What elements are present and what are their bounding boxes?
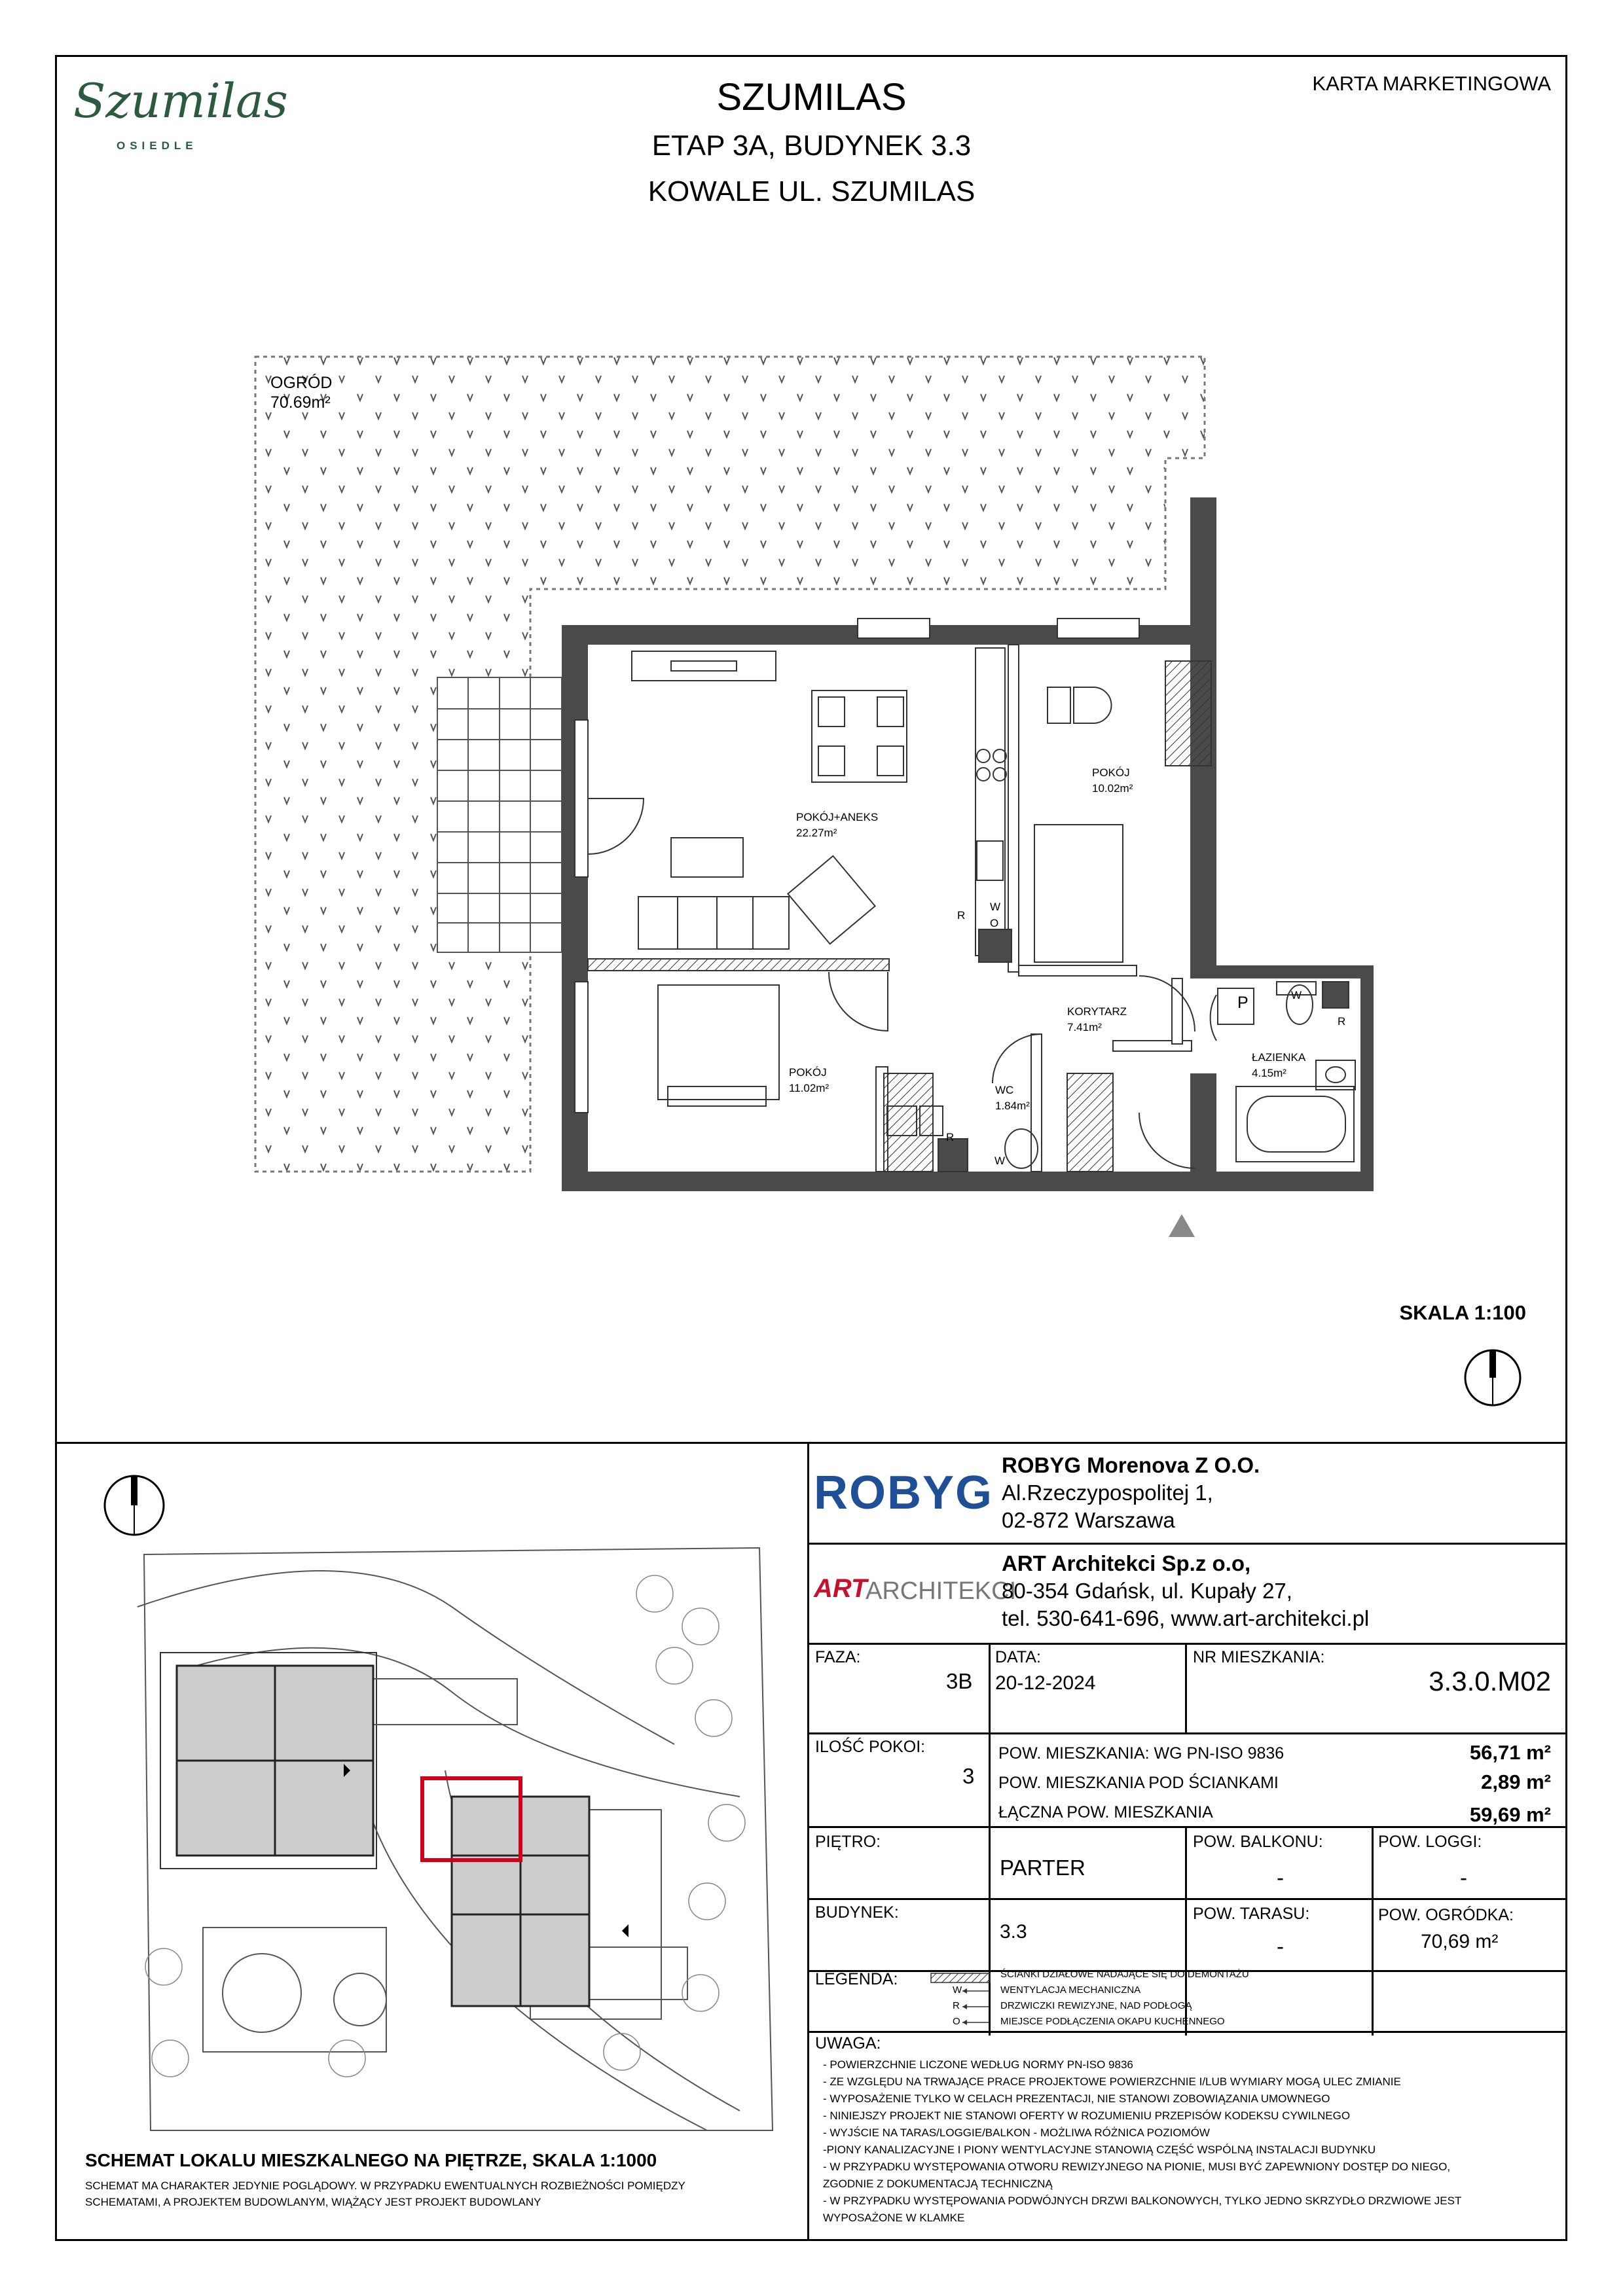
nr-label: NR MIESZKANIA: xyxy=(1193,1648,1325,1666)
faza-label: FAZA: xyxy=(815,1648,861,1666)
uwaga-item: ZGODNIE Z DOKUMENTACJĄ TECHNICZNĄ xyxy=(823,2178,1053,2190)
site-north-arrow-icon xyxy=(105,1476,164,1535)
room-label-pokoj-aneks: POKÓJ+ANEKS xyxy=(796,811,879,823)
ogrodek-value: 70,69 m² xyxy=(1421,1931,1499,1952)
uwaga-item: WYPOSAŻONE W KLAMKE xyxy=(823,2212,965,2224)
project-title: SZUMILAS xyxy=(716,76,907,118)
uwaga-item: - WYJŚCIE NA TARAS/LOGGIE/BALKON - MOŻLIWA RÓŻNICA POZIOMÓW xyxy=(823,2126,1210,2139)
row-divider-3 xyxy=(807,1898,1567,1900)
uwaga-item: - W PRZYPADKU WYSTĘPOWANIA OTWORU REWIZYJNEGO NA PIONIE, MUSI BYĆ ZAPEWNIONY DOSTĘP DO NIEGO, xyxy=(823,2161,1451,2173)
room-area-pokoj-aneks: 22.27m² xyxy=(796,827,837,839)
budynek-label: BUDYNEK: xyxy=(815,1903,899,1922)
loggia-value: - xyxy=(1460,1865,1467,1890)
room-label-lazienka: ŁAZIENKA xyxy=(1252,1051,1306,1064)
row-divider-5 xyxy=(807,2031,1567,2033)
legend-symbols xyxy=(930,1972,995,2031)
taras-label: POW. TARASU: xyxy=(1193,1905,1310,1923)
row-divider-1 xyxy=(807,1732,1567,1734)
site-caption: SCHEMAT LOKALU MIESZKALNEGO NA PIĘTRZE, SKALA 1:1000 xyxy=(85,2150,657,2170)
pow3-value: 59,69 m² xyxy=(1469,1803,1551,1826)
divider-bottom xyxy=(55,1442,1567,1444)
table-col3 xyxy=(1372,1826,1374,2036)
szumilas-logo: Szumilas xyxy=(73,73,288,128)
room-label-pokoj-2: POKÓJ xyxy=(789,1066,827,1079)
investor-address1: Al.Rzeczypospolitej 1, xyxy=(1002,1480,1213,1505)
investor-address2: 02-872 Warszawa xyxy=(1002,1508,1175,1532)
uwaga-item: - NINIEJSZY PROJEKT NIE STANOWI OFERTY W ROZUMIENIU PRZEPISÓW KODEKSU CYWILNEGO xyxy=(823,2109,1351,2122)
entrance-arrow xyxy=(1169,1214,1195,1237)
project-location: KOWALE UL. SZUMILAS xyxy=(647,175,976,207)
architect-address: 80-354 Gdańsk, ul. Kupały 27, xyxy=(1002,1579,1292,1603)
pow2-label: POW. MIESZKANIA POD ŚCIANKAMI xyxy=(998,1774,1279,1792)
room-label-pokoj-1: POKÓJ xyxy=(1092,766,1130,779)
windows xyxy=(575,619,1139,1113)
marker-w-wc: W xyxy=(994,1155,1006,1167)
legend-label: LEGENDA: xyxy=(815,1970,898,1988)
building-left xyxy=(177,1666,373,1856)
uwaga-item: - ZE WZGLĘDU NA TRWAJĄCE PRACE PROJEKTOWE POWIERZCHNIE I/LUB WYMIARY MOGĄ ULEC ZMIANIE xyxy=(823,2075,1401,2088)
uwaga-label: UWAGA: xyxy=(815,2034,881,2053)
robyg-logo: ROBYG xyxy=(814,1467,994,1519)
legend-item: WENTYLACJA MECHANICZNA xyxy=(1000,1984,1141,1996)
marker-r-kitchen: R xyxy=(957,909,966,922)
site-note-line1: SCHEMAT MA CHARAKTER JEDYNIE POGLĄDOWY. W PRZYPADKU EWENTUALNYCH ROZBIEŻNOŚCI POMIĘDZY xyxy=(85,2179,685,2192)
marker-o-kitchen: O xyxy=(990,917,999,929)
art-logo: ART xyxy=(814,1574,867,1603)
pietro-label: PIĘTRO: xyxy=(815,1833,881,1851)
pow1-label: POW. MIESZKANIA: WG PN-ISO 9836 xyxy=(998,1744,1285,1763)
plan-scale: SKALA 1:100 xyxy=(1399,1301,1526,1324)
divider-investor xyxy=(807,1543,1567,1545)
north-arrow-icon xyxy=(1465,1350,1520,1405)
project-subtitle: ETAP 3A, BUDYNEK 3.3 xyxy=(651,130,972,162)
table-col2a xyxy=(1185,1643,1187,1732)
garden-area xyxy=(255,357,1205,1172)
garden-label: OGRÓD xyxy=(270,374,333,392)
architect-contact: tel. 530-641-696, www.art-architekci.pl xyxy=(1002,1606,1370,1630)
doc-type: KARTA MARKETINGOWA xyxy=(1312,72,1551,95)
pow3-label: ŁĄCZNA POW. MIESZKANIA xyxy=(998,1803,1213,1821)
legend-letter-r: R xyxy=(953,2000,960,2011)
row-divider-2 xyxy=(807,1826,1567,1828)
balkon-label: POW. BALKONU: xyxy=(1193,1833,1323,1851)
uwaga-item: - WYPOSAŻENIE TYLKO W CELACH PREZENTACJI, NIE STANOWI ZOBOWIĄZANIA UMOWNEGO xyxy=(823,2092,1330,2105)
data-label: DATA: xyxy=(995,1648,1041,1666)
legend-item: ŚCIANKI DZIAŁOWE NADAJĄCE SIĘ DO DEMONTAŻU xyxy=(1000,1969,1249,1980)
room-label-wc: WC xyxy=(995,1084,1014,1096)
room-area-lazienka: 4.15m² xyxy=(1252,1067,1286,1079)
budynek-value: 3.3 xyxy=(1000,1921,1027,1943)
divider-architect xyxy=(807,1643,1567,1645)
pow2-value: 2,89 m² xyxy=(1481,1770,1551,1793)
room-area-pokoj-1: 10.02m² xyxy=(1092,782,1133,795)
terrace xyxy=(437,677,562,952)
room-area-pokoj-2: 11.02m² xyxy=(789,1082,830,1094)
room-label-korytarz: KORYTARZ xyxy=(1067,1005,1127,1018)
legend-item: DRZWICZKI REWIZYJNE, NAD PODŁOGĄ xyxy=(1000,2000,1192,2011)
nr-value: 3.3.0.M02 xyxy=(1429,1666,1551,1696)
marker-w-kitchen: W xyxy=(990,901,1001,913)
loggia-label: POW. LOGGI: xyxy=(1378,1833,1482,1851)
room-area-korytarz: 7.41m² xyxy=(1067,1021,1102,1033)
uwaga-item: -PIONY KANALIZACYJNE I PIONY WENTYLACYJNE STANOWIĄ CZĘŚĆ WSPÓLNĄ INSTALACJI BUDYNKU xyxy=(823,2144,1376,2156)
uwaga-item: - W PRZYPADKU WYSTĘPOWANIA PODWÓJNYCH DRZWI BALKONOWYCH, TYLKO JEDNO SKRZYDŁO DRZWIOWE JEST xyxy=(823,2195,1462,2207)
legend-item: MIEJSCE PODŁĄCZENIA OKAPU KUCHENNEGO xyxy=(1000,2016,1225,2027)
site-note-line2: SCHEMATAMI, A PROJEKTEM BUDOWLANYM, WIĄŻĄCY JEST PROJEKT BUDOWLANY xyxy=(85,2196,541,2208)
marker-w-bath: W xyxy=(1291,989,1302,1001)
faza-value: 3B xyxy=(946,1669,973,1693)
room-area-wc: 1.84m² xyxy=(995,1100,1030,1112)
data-value: 20-12-2024 xyxy=(995,1672,1096,1694)
pokoi-label: ILOŚĆ POKOI: xyxy=(815,1738,926,1756)
art-logo-rest: ARCHITEKCI xyxy=(866,1577,1017,1605)
balkon-value: - xyxy=(1277,1865,1284,1890)
ogrodek-label: POW. OGRÓDKA: xyxy=(1378,1906,1514,1924)
garden-area: 70.69m² xyxy=(270,393,331,412)
investor-name: ROBYG Morenova Z O.O. xyxy=(1002,1453,1260,1477)
taras-value: - xyxy=(1277,1934,1284,1958)
marker-p: P xyxy=(1237,994,1249,1012)
pietro-value: PARTER xyxy=(1000,1856,1085,1880)
divider-vertical xyxy=(807,1442,809,2241)
legend-letter-w: W xyxy=(953,1984,962,1996)
marker-r-wc: R xyxy=(946,1131,955,1143)
szumilas-logo-sub: OSIEDLE xyxy=(117,139,198,152)
architect-name: ART Architekci Sp.z o.o, xyxy=(1002,1551,1251,1575)
marker-r-bath: R xyxy=(1338,1015,1346,1028)
site-plan xyxy=(85,1456,792,2144)
uwaga-item: - POWIERZCHNIE LICZONE WEDŁUG NORMY PN-ISO 9836 xyxy=(823,2058,1133,2071)
legend-letter-o: O xyxy=(953,2016,960,2027)
pow1-value: 56,71 m² xyxy=(1469,1741,1551,1764)
pokoi-value: 3 xyxy=(962,1764,975,1788)
